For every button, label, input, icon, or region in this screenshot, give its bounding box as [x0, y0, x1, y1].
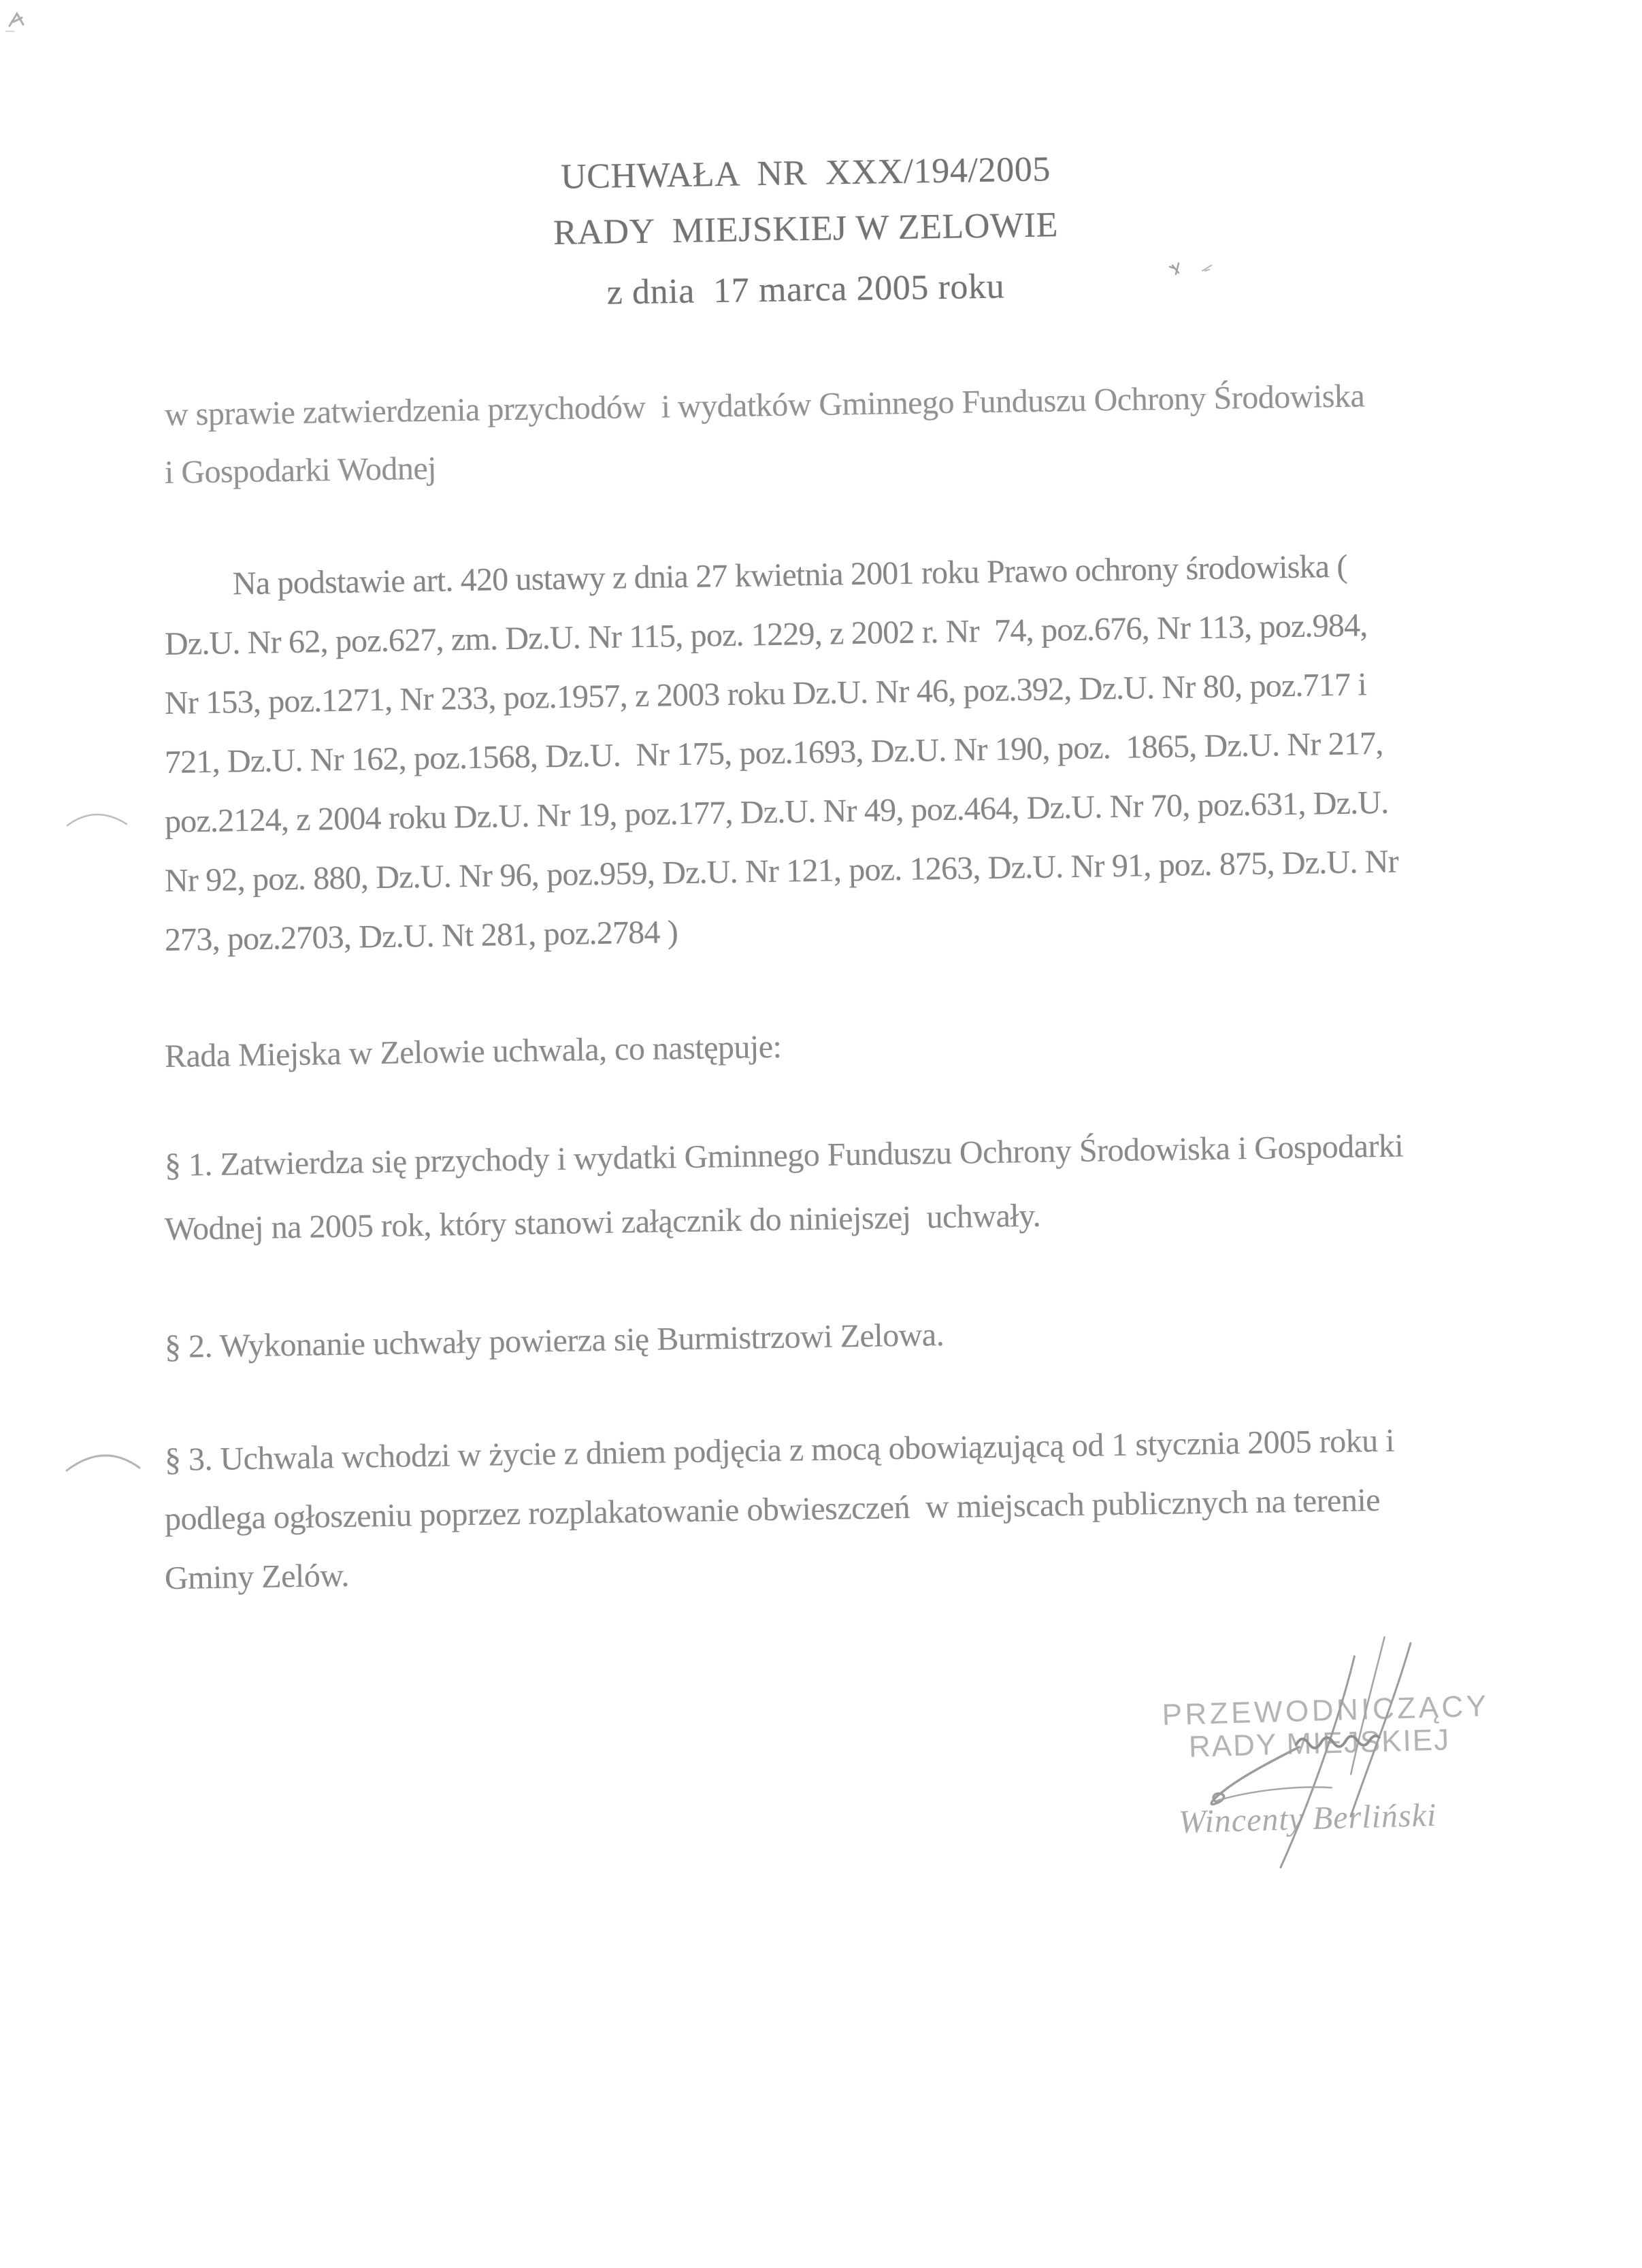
section-1-line: Wodnej na 2005 rok, który stanowi załącznik do niniejszej uchwały. — [164, 1197, 1041, 1247]
ink-speck-title-right — [1167, 257, 1228, 284]
subject-line: i Gospodarki Wodnej — [164, 450, 437, 491]
signature-block — [1153, 1615, 1515, 1924]
legal-basis-line: poz.2124, z 2004 roku Dz.U. Nr 19, poz.177, Dz.U. Nr 49, poz.464, Dz.U. Nr 70, poz.631, Dz.U. — [164, 784, 1389, 840]
resolution-intro-line: Rada Miejska w Zelowie uchwala, co następuje: — [164, 1028, 782, 1074]
section-3-line: podlega ogłoszeniu poprzez rozplakatowanie obwieszczeń w miejscach publicznych na terenie — [164, 1481, 1381, 1537]
section-1-line: § 1. Zatwierdza się przychody i wydatki Gminnego Funduszu Ochrony Środowiska i Gospodarki — [164, 1128, 1404, 1183]
chairman-name: Wincenty Berliński — [1178, 1796, 1437, 1841]
chairman-stamp-line-2: RADY MIEJSKIEJ — [1188, 1723, 1451, 1764]
title-line-3: z dnia 17 marca 2005 roku — [606, 267, 1005, 312]
legal-basis-line: 721, Dz.U. Nr 162, poz.1568, Dz.U. Nr 175, poz.1693, Dz.U. Nr 190, poz. 1865, Dz.U. Nr 217, — [164, 725, 1383, 780]
subject-line: w sprawie zatwierdzenia przychodów i wydatków Gminnego Funduszu Ochrony Środowiska — [164, 378, 1365, 433]
legal-basis-line: Nr 153, poz.1271, Nr 233, poz.1957, z 2003 roku Dz.U. Nr 46, poz.392, Dz.U. Nr 80, poz.717 i — [164, 666, 1367, 721]
legal-basis-line: 273, poz.2703, Dz.U. Nt 281, poz.2784 ) — [164, 914, 678, 958]
legal-basis-line: Dz.U. Nr 62, poz.627, zm. Dz.U. Nr 115, poz. 1229, z 2002 r. Nr 74, poz.676, Nr 113, poz.984, — [164, 607, 1368, 662]
pencil-arc-mark — [65, 1439, 143, 1477]
section-3-line: § 3. Uchwala wchodzi w życie z dniem podjęcia z mocą obowiązującą od 1 stycznia 2005 roku i — [164, 1422, 1395, 1478]
legal-basis-line: Nr 92, poz. 880, Dz.U. Nr 96, poz.959, Dz.U. Nr 121, poz. 1263, Dz.U. Nr 91, poz. 875, Dz.U. Nr — [164, 843, 1399, 899]
chairman-stamp-line-1: PRZEWODNICZĄCY — [1161, 1689, 1490, 1732]
section-2-line: § 2. Wykonanie uchwały powierza się Burmistrzowi Zelowa. — [164, 1317, 945, 1365]
title-line-1: UCHWAŁA NR XXX/194/2005 — [560, 150, 1051, 197]
handwritten-signature-ink — [1153, 1615, 1515, 1924]
pencil-arc-mark — [65, 803, 130, 834]
ink-speck-top-left — [4, 8, 59, 35]
legal-basis-line: Na podstawie art. 420 ustawy z dnia 27 kwietnia 2001 roku Prawo ochrony środowiska ( — [232, 548, 1347, 602]
section-3-line: Gminy Zelów. — [164, 1557, 350, 1596]
title-line-2: RADY MIEJSKIEJ W ZELOWIE — [553, 206, 1059, 252]
